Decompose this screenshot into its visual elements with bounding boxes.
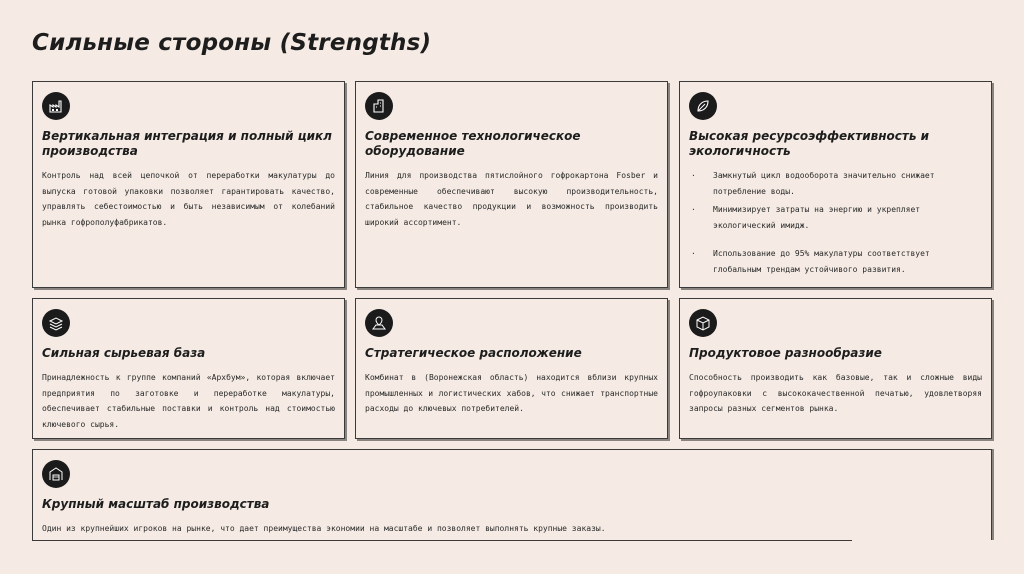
card-heading: Вертикальная интеграция и полный цикл производства xyxy=(42,129,332,158)
card-heading: Сильная сырьевая база xyxy=(42,346,206,360)
card-vertical-integration xyxy=(32,81,345,288)
card-location xyxy=(355,298,668,439)
card-scale xyxy=(32,449,992,540)
card-heading: Продуктовое разнообразие xyxy=(689,346,882,360)
card-text: Способность производить как базовые, так и сложные виды гофроупаковки с высококачественной печатью, удовлетворяя запросы разных сегментов рынка. xyxy=(689,373,982,413)
page-title: Сильные стороны (Strengths) xyxy=(32,30,432,56)
building-icon xyxy=(365,92,393,120)
map-pin-icon xyxy=(365,309,393,337)
card-product-variety xyxy=(679,298,992,439)
box-icon xyxy=(689,309,717,337)
card-heading: Крупный масштаб производства xyxy=(42,497,270,511)
bullet-list xyxy=(689,168,982,277)
card-eco xyxy=(679,81,992,288)
list-item: · Минимизирует затраты на энергию и укрепляет экологический имидж. xyxy=(691,205,921,230)
card-text: Принадлежность к группе компаний «Архбум», которая включает предприятия по заготовке и переработке макулатуры, обеспечивает стабильные поставки и контроль над стоимостью ключевого сырья. xyxy=(42,373,335,429)
list-item: · Использование до 95% макулатуры соответствует глобальным трендам устойчивого развития. xyxy=(691,249,930,274)
card-text: Один из крупнейших игроков на рынке, что дает преимущества экономии на масштабе и позволяет выполнять крупные заказы. xyxy=(42,524,606,533)
leaf-icon xyxy=(689,92,717,120)
stack-icon xyxy=(42,309,70,337)
card-heading: Стратегическое расположение xyxy=(365,346,582,360)
card-raw-materials xyxy=(32,298,345,439)
card-text: Линия для производства пятислойного гофрокартона Fosber и современные обеспечивают высокую производительность, стабильное качество продукции и возможность производить широкий ассортимент. xyxy=(365,171,658,227)
factory-icon xyxy=(42,92,70,120)
warehouse-icon xyxy=(42,460,70,488)
card-heading: Современное технологическое оборудование xyxy=(365,129,581,158)
card-text: Контроль над всей цепочкой от переработки макулатуры до выпуска готовой упаковки позволяет гарантировать качество, управлять себестоимостью и быть независимым от колебаний рынка гофрополуфабрикатов. xyxy=(42,171,335,227)
card-equipment xyxy=(355,81,668,288)
list-item: · Замкнутый цикл водооборота значительно снижает потребление воды. xyxy=(691,171,935,196)
card-bottom-border xyxy=(32,540,852,541)
card-text: Комбинат в (Воронежская область) находится вблизи крупных промышленных и логистических хабов, что снижает транспортные расходы до ключевых потребителей. xyxy=(365,373,658,413)
card-heading: Высокая ресурсоэффективность и экологичность xyxy=(689,129,930,158)
